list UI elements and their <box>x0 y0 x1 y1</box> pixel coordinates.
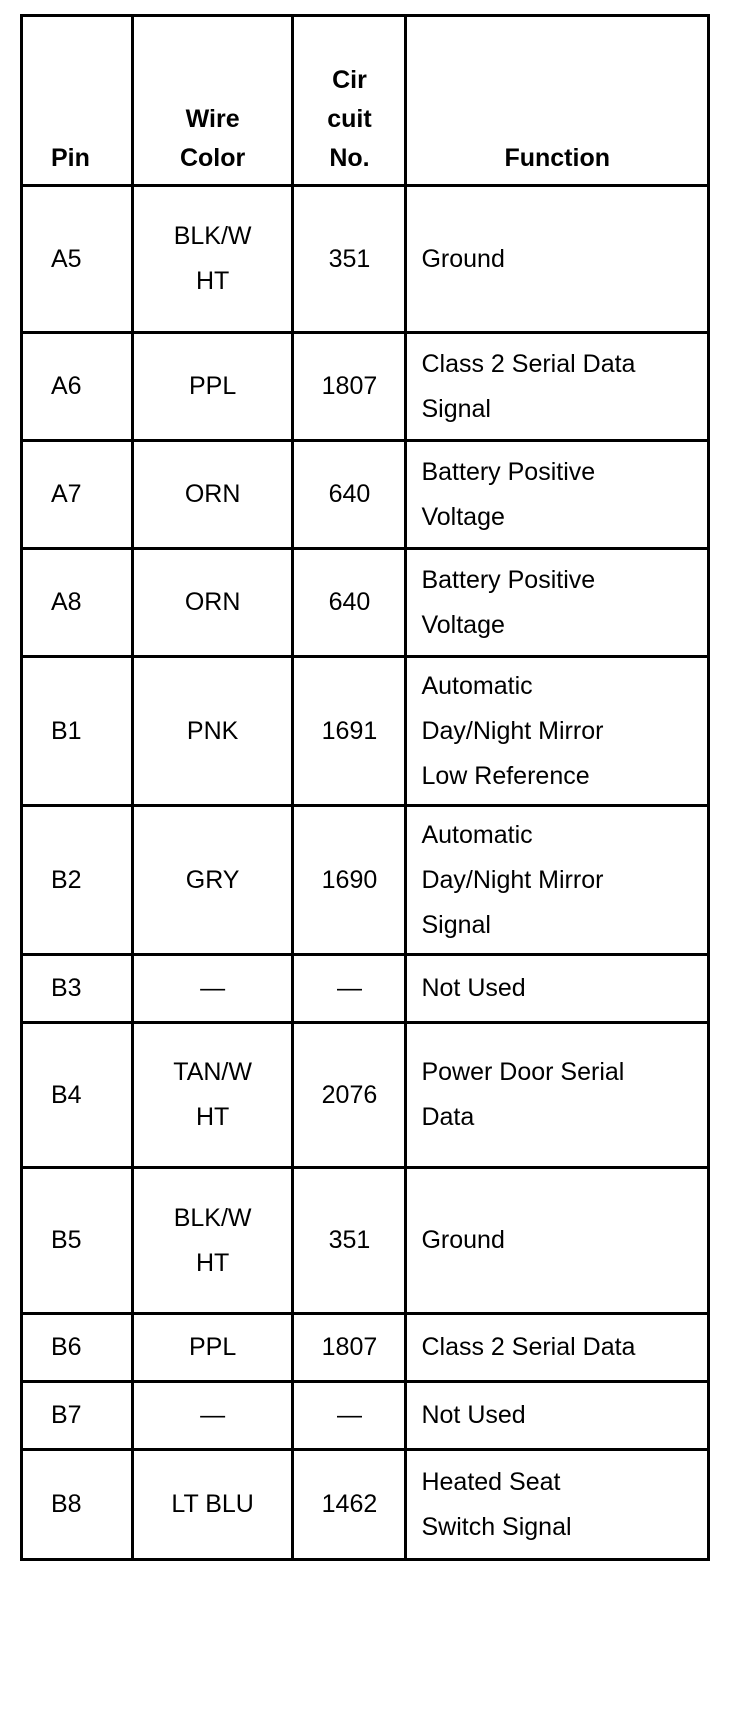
function-value: Class 2 Serial Data <box>421 1333 636 1361</box>
wire-color-value: PPL <box>188 372 237 400</box>
table-row <box>22 657 709 806</box>
header-circuit-no-label: Cir cuit No. <box>327 66 372 172</box>
pin-value: A6 <box>51 372 82 400</box>
function-value: Automatic Day/Night Mirror Low Reference <box>421 671 604 790</box>
function-cell <box>406 1450 709 1560</box>
header-wire-color <box>132 16 293 186</box>
pin-cell <box>22 1314 133 1382</box>
pin-cell <box>22 186 133 333</box>
header-wire-color-label: Wire Color <box>179 105 246 172</box>
function-value: Not Used <box>421 1401 526 1429</box>
circuit-cell <box>293 1382 406 1450</box>
function-cell <box>406 1314 709 1382</box>
table-row <box>22 1168 709 1314</box>
wire-color-cell <box>132 549 293 657</box>
circuit-cell <box>293 549 406 657</box>
pin-cell <box>22 1168 133 1314</box>
header-circuit-no <box>293 16 406 186</box>
table-row <box>22 1450 709 1560</box>
function-value: Battery Positive Voltage <box>421 565 596 639</box>
function-value: Not Used <box>421 974 526 1002</box>
wire-color-value: ORN <box>184 588 241 616</box>
wire-color-value: ORN <box>184 480 241 508</box>
pin-cell <box>22 1023 133 1168</box>
circuit-cell <box>293 1314 406 1382</box>
function-cell <box>406 955 709 1023</box>
circuit-cell <box>293 186 406 333</box>
circuit-cell <box>293 333 406 441</box>
pin-value: B1 <box>51 716 82 745</box>
function-cell <box>406 806 709 955</box>
circuit-cell <box>293 806 406 955</box>
pin-value: A8 <box>51 588 82 616</box>
wire-color-cell <box>132 1450 293 1560</box>
pin-cell <box>22 1450 133 1560</box>
wire-color-value: — <box>200 1401 226 1429</box>
circuit-cell <box>293 1450 406 1560</box>
circuit-value: 351 <box>328 1226 371 1254</box>
wire-color-value: TAN/W HT <box>173 1058 252 1131</box>
header-pin <box>22 16 133 186</box>
pin-cell <box>22 441 133 549</box>
function-value: Battery Positive Voltage <box>421 457 596 531</box>
pin-cell <box>22 657 133 806</box>
function-value: Class 2 Serial Data Signal <box>421 349 636 423</box>
table-row <box>22 1314 709 1382</box>
function-cell <box>406 333 709 441</box>
header-function-label: Function <box>504 144 610 172</box>
circuit-cell <box>293 657 406 806</box>
circuit-value: 640 <box>328 480 371 508</box>
circuit-value: 351 <box>328 244 371 273</box>
pin-value: B8 <box>51 1490 82 1518</box>
circuit-cell <box>293 1168 406 1314</box>
table-row <box>22 441 709 549</box>
table-row <box>22 333 709 441</box>
table-header-row <box>22 16 709 186</box>
function-cell <box>406 657 709 806</box>
wire-color-cell <box>132 1168 293 1314</box>
circuit-value: — <box>336 974 362 1002</box>
circuit-value: 1807 <box>321 372 378 400</box>
table-row <box>22 1382 709 1450</box>
function-value: Automatic Day/Night Mirror Signal <box>421 820 604 939</box>
circuit-value: 1690 <box>321 865 378 894</box>
pin-value: B7 <box>51 1401 82 1429</box>
table-row <box>22 806 709 955</box>
pin-value: A7 <box>51 480 82 508</box>
circuit-cell <box>293 955 406 1023</box>
table-row <box>22 1023 709 1168</box>
table-row <box>22 186 709 333</box>
pin-value: B5 <box>51 1226 82 1254</box>
pin-value: B6 <box>51 1333 82 1361</box>
function-value: Power Door Serial Data <box>421 1058 625 1131</box>
wire-color-cell <box>132 1023 293 1168</box>
wire-color-cell <box>132 657 293 806</box>
circuit-cell <box>293 441 406 549</box>
wire-color-value: PPL <box>188 1333 237 1361</box>
circuit-value: 2076 <box>321 1080 378 1109</box>
function-value: Heated Seat Switch Signal <box>421 1467 572 1541</box>
wire-color-value: GRY <box>185 865 240 894</box>
table-row <box>22 955 709 1023</box>
pin-value: B3 <box>51 974 82 1002</box>
function-cell <box>406 1168 709 1314</box>
pin-cell <box>22 806 133 955</box>
function-cell <box>406 1023 709 1168</box>
circuit-cell <box>293 1023 406 1168</box>
circuit-value: 1807 <box>321 1333 378 1361</box>
wire-color-value: BLK/W HT <box>173 1203 252 1277</box>
circuit-value: 640 <box>328 588 371 616</box>
wire-color-value: — <box>200 974 226 1002</box>
circuit-value: 1462 <box>321 1490 378 1518</box>
wire-color-cell <box>132 1382 293 1450</box>
pin-cell <box>22 549 133 657</box>
connector-pinout-table <box>20 14 710 1561</box>
circuit-value: 1691 <box>321 716 378 745</box>
function-cell <box>406 549 709 657</box>
wire-color-value: LT BLU <box>171 1490 254 1518</box>
function-cell <box>406 441 709 549</box>
wire-color-cell <box>132 441 293 549</box>
wire-color-cell <box>132 1314 293 1382</box>
wire-color-value: PNK <box>186 716 239 745</box>
wire-color-cell <box>132 806 293 955</box>
function-value: Ground <box>421 1226 505 1254</box>
function-cell <box>406 186 709 333</box>
wire-color-cell <box>132 186 293 333</box>
circuit-value: — <box>336 1401 362 1429</box>
header-pin-label: Pin <box>51 144 90 172</box>
table-row <box>22 549 709 657</box>
wire-color-cell <box>132 955 293 1023</box>
pin-cell <box>22 955 133 1023</box>
pin-value: A5 <box>51 244 82 273</box>
pin-value: B2 <box>51 865 82 894</box>
header-function <box>406 16 709 186</box>
function-value: Ground <box>421 244 505 273</box>
pin-cell <box>22 333 133 441</box>
wire-color-cell <box>132 333 293 441</box>
wire-color-value: BLK/W HT <box>173 222 252 295</box>
function-cell <box>406 1382 709 1450</box>
pin-value: B4 <box>51 1080 82 1109</box>
pin-cell <box>22 1382 133 1450</box>
